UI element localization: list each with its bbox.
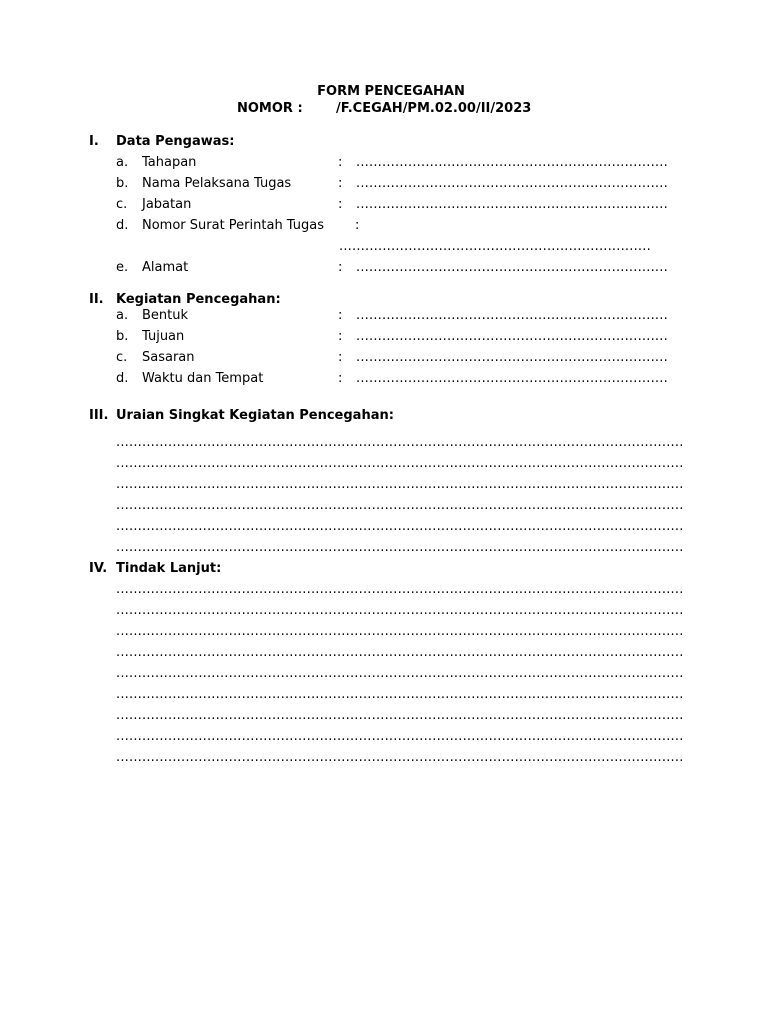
item-letter: d. <box>116 371 129 386</box>
follow-up-line: ................................................................................................................................... <box>116 645 684 660</box>
item-colon: : <box>338 197 343 212</box>
fill-in-dots: ........................................................................ <box>356 329 668 344</box>
item-colon: : <box>338 371 343 386</box>
item-colon: : <box>338 260 343 275</box>
follow-up-line: ................................................................................................................................... <box>116 624 684 639</box>
item-label: Jabatan <box>142 197 192 212</box>
description-line: ................................................................................................................................... <box>116 498 684 513</box>
item-letter: a. <box>116 155 129 170</box>
item-letter: b. <box>116 329 129 344</box>
item-label: Waktu dan Tempat <box>142 371 264 386</box>
follow-up-line: ................................................................................................................................... <box>116 708 684 723</box>
fill-in-dots: ........................................................................ <box>356 155 668 170</box>
fill-in-dots: ........................................................................ <box>356 371 668 386</box>
follow-up-line: ................................................................................................................................... <box>116 687 684 702</box>
section-number: IV. <box>89 561 108 576</box>
item-label: Bentuk <box>142 308 189 323</box>
section-title: Kegiatan Pencegahan: <box>116 292 281 307</box>
item-letter: d. <box>116 218 129 233</box>
section-number: I. <box>89 134 99 149</box>
item-colon: : <box>355 218 360 233</box>
item-letter: a. <box>116 308 129 323</box>
section-title: Tindak Lanjut: <box>116 561 222 576</box>
follow-up-line: ................................................................................................................................... <box>116 666 684 681</box>
follow-up-line: ................................................................................................................................... <box>116 603 684 618</box>
item-colon: : <box>338 155 343 170</box>
nomor-value: /F.CEGAH/PM.02.00/II/2023 <box>336 101 532 116</box>
item-label: Alamat <box>142 260 189 275</box>
item-label: Nama Pelaksana Tugas <box>142 176 292 191</box>
item-letter: c. <box>116 197 128 212</box>
section-title: Data Pengawas: <box>116 134 235 149</box>
form-title: FORM PENCEGAHAN <box>317 84 465 99</box>
section-number: III. <box>89 408 109 423</box>
item-letter: b. <box>116 176 129 191</box>
fill-in-dots: ........................................................................ <box>356 197 668 212</box>
fill-in-dots: ........................................................................ <box>339 239 651 254</box>
nomor-label: NOMOR : <box>237 101 303 116</box>
item-letter: e. <box>116 260 129 275</box>
fill-in-dots: ........................................................................ <box>356 176 668 191</box>
section-number: II. <box>89 292 104 307</box>
fill-in-dots: ........................................................................ <box>356 260 668 275</box>
item-label: Sasaran <box>142 350 195 365</box>
section-title: Uraian Singkat Kegiatan Pencegahan: <box>116 408 394 423</box>
follow-up-line: ................................................................................................................................... <box>116 729 684 744</box>
item-colon: : <box>338 308 343 323</box>
follow-up-line: ................................................................................................................................... <box>116 750 684 765</box>
item-label: Tahapan <box>142 155 197 170</box>
fill-in-dots: ........................................................................ <box>356 308 668 323</box>
follow-up-line: ................................................................................................................................... <box>116 582 684 597</box>
item-colon: : <box>338 329 343 344</box>
description-line: ................................................................................................................................... <box>116 456 684 471</box>
item-label: Tujuan <box>142 329 185 344</box>
item-letter: c. <box>116 350 128 365</box>
description-line: ................................................................................................................................... <box>116 519 684 534</box>
item-label: Nomor Surat Perintah Tugas <box>142 218 325 233</box>
description-line: ................................................................................................................................... <box>116 477 684 492</box>
fill-in-dots: ........................................................................ <box>356 350 668 365</box>
description-line: ................................................................................................................................... <box>116 435 684 450</box>
description-line: ................................................................................................................................... <box>116 540 684 555</box>
item-colon: : <box>338 350 343 365</box>
item-colon: : <box>338 176 343 191</box>
